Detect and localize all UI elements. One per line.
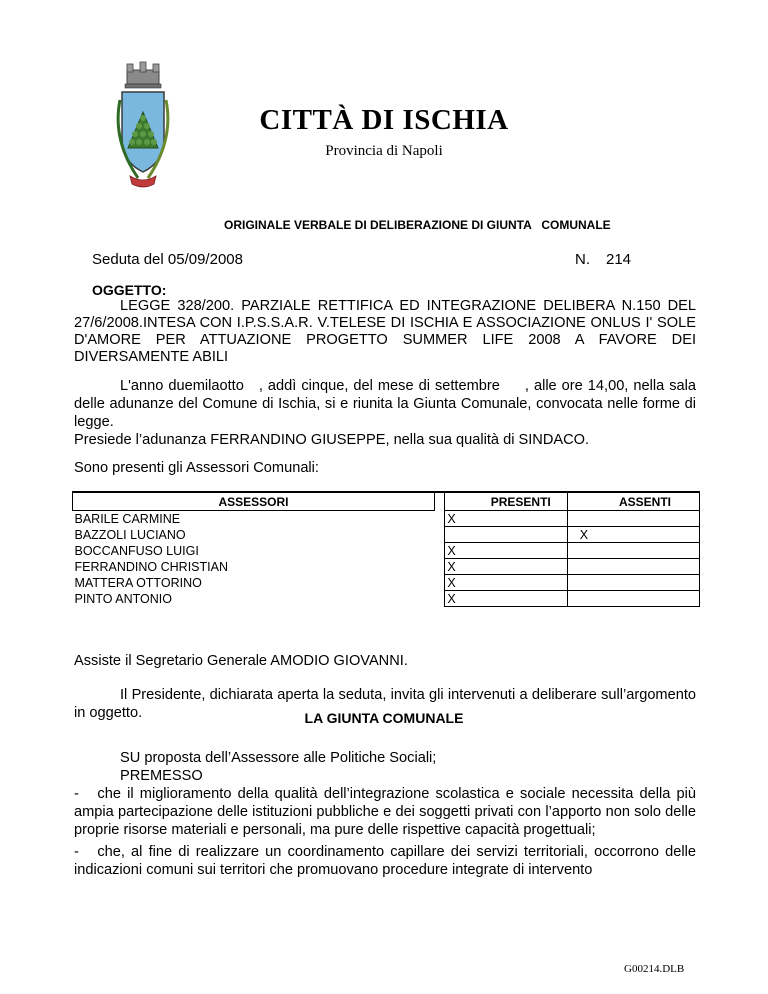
file-reference: G00214.DLB — [624, 963, 685, 975]
assessore-name: FERRANDINO CHRISTIAN — [74, 559, 228, 574]
page-subtitle: Provincia di Napoli — [325, 143, 443, 159]
oggetto-label: OGGETTO: — [92, 282, 167, 298]
assente-cell — [567, 575, 699, 591]
presente-cell: X — [445, 511, 567, 527]
delibera-number — [575, 251, 631, 268]
presenti-intro: Sono presenti gli Assessori Comunali: — [74, 460, 319, 476]
numero-value: 214 — [606, 251, 632, 268]
intro-paragraph — [74, 377, 701, 449]
assente-cell: X — [567, 527, 699, 543]
table-row — [73, 559, 700, 575]
assiste-text: Assiste il Segretario Generale AMODIO GIOVANNI. — [74, 653, 408, 669]
assente-cell — [567, 543, 699, 559]
presente-cell — [445, 527, 567, 543]
seduta-date: Seduta del 05/09/2008 — [92, 251, 243, 268]
table-row — [73, 527, 700, 543]
table-row — [73, 543, 700, 559]
assente-cell — [567, 559, 699, 575]
header-assessori: ASSESSORI — [73, 492, 435, 511]
presente-cell: X — [445, 559, 567, 575]
presente-cell: X — [445, 543, 567, 559]
table-header-row — [73, 492, 700, 511]
premesso-point-2: - che, al fine di realizzare un coordinamento capillare dei servizi territoriali, occorrono delle indicazioni comuni sui territori che promuovano procedure integrate di intervento — [74, 844, 701, 878]
deliberation-body — [74, 749, 701, 879]
header-presenti: PRESENTI — [445, 492, 567, 511]
assessore-name: MATTERA OTTORINO — [74, 575, 202, 590]
intro-date-text: L'anno duemilaotto , addì cinque, del mese di settembre , alle ore 14,00, nella sala delle adunanze del Comune di Ischia, si e riunita la Giunta Comunale, convocata nelle forme di legge. — [74, 378, 701, 430]
presidente-text: Il Presidente, dichiarata aperta la seduta, invita gli intervenuti a deliberare sull’argomento in oggetto. — [74, 687, 696, 721]
assessore-name: PINTO ANTONIO — [74, 591, 172, 606]
presente-cell: X — [445, 575, 567, 591]
header-assenti: ASSENTI — [567, 492, 699, 511]
presente-cell: X — [445, 591, 567, 607]
assessore-name: BARILE CARMINE — [74, 511, 181, 526]
oggetto-text — [74, 298, 696, 366]
table-row — [73, 511, 700, 527]
verbale-heading: ORIGINALE VERBALE DI DELIBERAZIONE DI GIUNTA COMUNALE — [224, 218, 611, 232]
assente-cell — [567, 591, 699, 607]
table-row — [73, 591, 700, 607]
giunta-heading: LA GIUNTA COMUNALE — [304, 710, 464, 726]
page-title: CITTÀ DI ISCHIA — [259, 104, 509, 136]
assente-cell — [567, 511, 699, 527]
assessore-name: BOCCANFUSO LUIGI — [74, 543, 199, 558]
assessori-table — [72, 491, 700, 607]
premesso-point-1: - che il miglioramento della qualità dell’integrazione scolastica e sociale necessita della più ampia partecipazione delle istituzioni pubbliche e dei soggetti privati con l’apporto non solo delle proprie risorse materiali e personali, ma pure delle rispettive capacità progettuali; — [74, 786, 701, 838]
oggetto-body: LEGGE 328/200. PARZIALE RETTIFICA ED INTEGRAZIONE DELIBERA N.150 DEL 27/6/2008.INTESA CON I.P.S.S.A.R. V.TELESE DI ISCHIA E ASSOCIAZIONE ONLUS I' SOLE D'AMORE PER ATTUAZIONE PROGETTO SUMMER LIFE 2008 A FAVORE DEI DIVERSAMENTE ABILI — [74, 298, 696, 365]
assessore-name: BAZZOLI LUCIANO — [74, 527, 186, 542]
table-row — [73, 575, 700, 591]
numero-label: N. — [575, 251, 590, 268]
proposta-text: SU proposta dell’Assessore alle Politiche Sociali; — [120, 750, 437, 766]
presiede-text: Presiede l’adunanza FERRANDINO GIUSEPPE, nella sua qualità di SINDACO. — [74, 432, 590, 448]
premesso-text: PREMESSO — [120, 768, 203, 784]
